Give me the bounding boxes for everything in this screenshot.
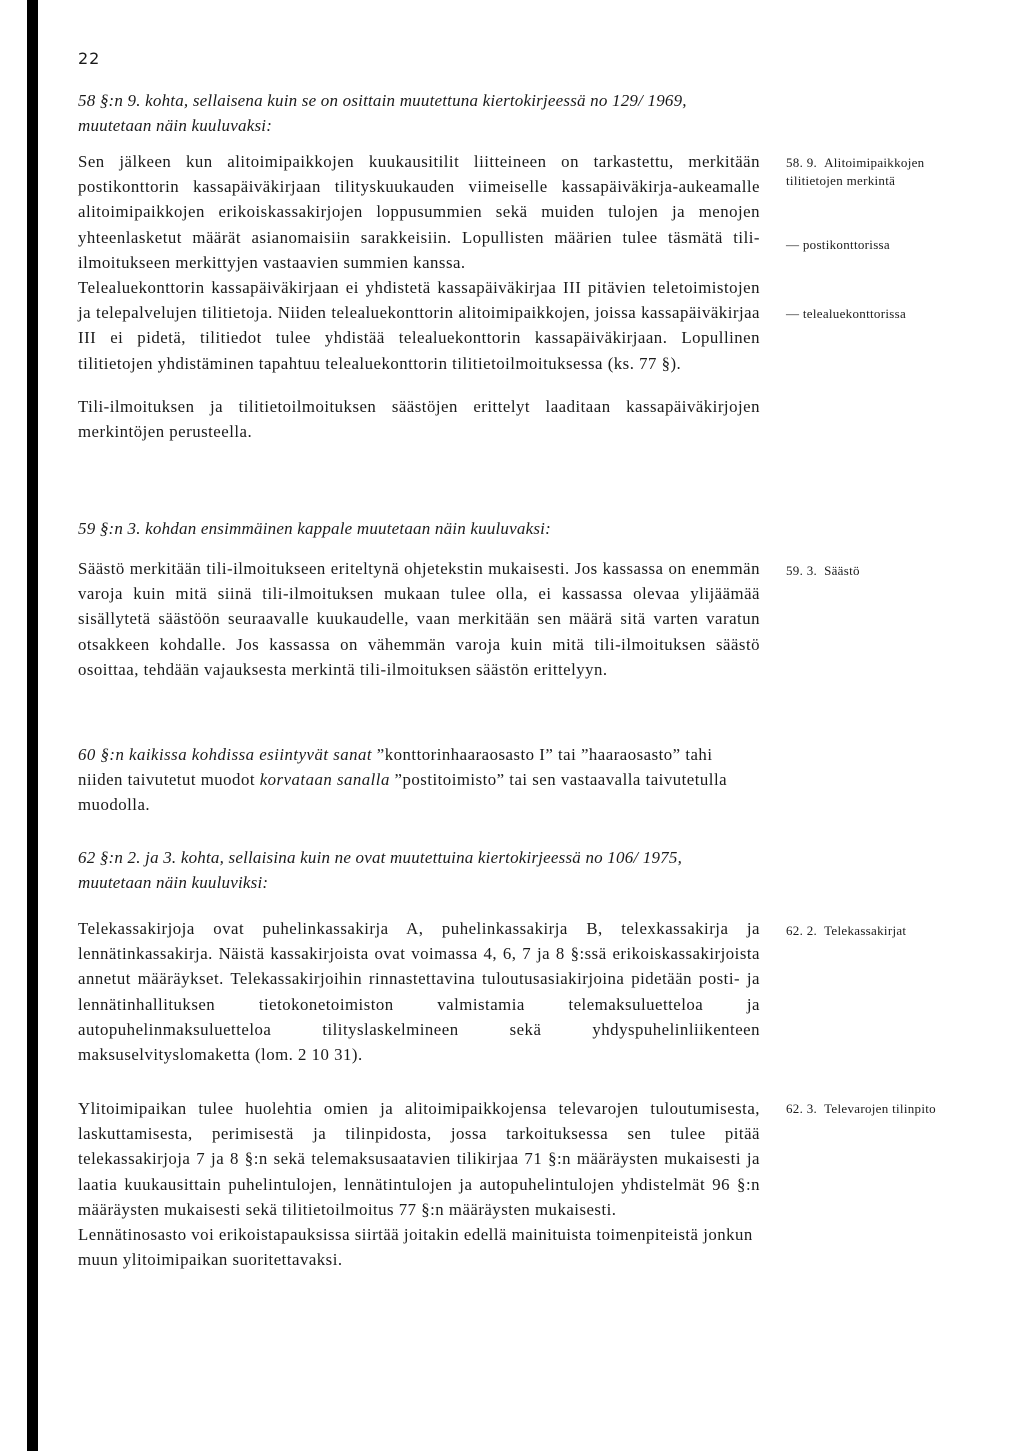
margin-number: 62. 3. (786, 1101, 818, 1116)
margin-title: Säästö (824, 563, 860, 578)
margin-title: Alitoimipaikkojen tilitietojen merkintä (786, 155, 925, 188)
section-62-heading-block (78, 845, 760, 895)
section-heading: 58 §:n 9. kohta, sellaisena kuin se on osittain muutettuna kiertokirjeessä no 129/ 1969, muutetaan näin kuuluvaksi: (78, 91, 687, 135)
section-62-body-2 (78, 1096, 760, 1272)
paragraph: Telekassakirjoja ovat puhelinkassakirja A, puhelinkassakirja B, telexkassakirja ja lennätinkassakirja. Näistä kassakirjoista ovat voimassa 4, 6, 7 ja 8 §:ssä erikoiskassakirjoista annetut määräykset. Telekassakirjoihin rinnastettavina tuloutusasiakirjoina pidetään posti- ja lennätinhallituksen tietokonetoimiston valmistamia telemaksuluetteloa ja autopuhelinmaksuluetteloa tilityslaskelmineen sekä yhdyspuhelinliikenteen maksuselvityslomaketta (lom. 2 10 31). (78, 919, 760, 1065)
margin-title: Telekassakirjat (824, 923, 907, 938)
section-59-heading-block (78, 516, 760, 541)
section-heading: 59 §:n 3. kohdan ensimmäinen kappale muutetaan näin kuuluvaksi: (78, 519, 551, 538)
section-58-body (78, 149, 760, 444)
section-59-body (78, 556, 760, 682)
margin-note-62-3 (786, 1100, 956, 1118)
margin-item-postikonttorissa: — postikonttorissa (786, 237, 890, 252)
margin-title: Televarojen tilinpito (824, 1101, 936, 1116)
paragraph: Sen jälkeen kun alitoimipaikkojen kuukausitilit liitteineen on tarkastettu, merkitään postikonttorin kassapäiväkirjaan tilityskuukauden viimeiselle kassapäiväkirja-aukeamalle alitoimipaikkojen erikoiskassakirjojen loppusummien sekä muiden tulojen ja menojen yhteenlasketut määrät asianomaisiin sarakkeisiin. Lopullisten määrien tulee täsmätä tili-ilmoitukseen merkittyjen vastaavien summien kanssa. (78, 152, 760, 272)
margin-item-telealuekonttorissa: — telealuekonttorissa (786, 306, 907, 321)
section-60-text (78, 742, 760, 818)
paragraph: Telealuekonttorin kassapäiväkirjaan ei yhdistetä kassapäiväkirjaa III pitävien teletoimistojen ja telepalvelujen tilitietoja. Niiden telealuekonttorin alitoimipaikkojen, joissa kassapäiväkirjaa III ei pidetä, tilitiedot tulee yhdistää telealuekonttorin kassapäiväkirjaan. Lopullinen tilitietojen yhdistäminen tapahtuu telealuekonttorin tilitietoilmoituksessa (ks. 77 §). (78, 278, 760, 373)
section-60-block (78, 742, 760, 818)
section-62-body-1 (78, 916, 760, 1067)
margin-note-58-9 (786, 154, 956, 190)
margin-note-62-2 (786, 922, 956, 940)
paragraph: Ylitoimipaikan tulee huolehtia omien ja alitoimipaikkojensa televarojen tuloutumisesta, laskuttamisesta, perimisestä ja tilinpidosta, jossa tarkoituksessa sen tulee pitää telekassakirjoja 7 ja 8 §:n sekä telemaksusaatavien tilikirjaa 71 §:n määräysten mukaisesti ja laatia kuukausittain puhelintulojen, lennätintulojen ja autopuhelintulojen yhdistelmät 96 §:n määräysten mukaisesti sekä tilitietoilmoitus 77 §:n määräysten mukaisesti. (78, 1099, 760, 1219)
binding-edge (27, 0, 38, 1451)
section-58-heading-block (78, 88, 760, 138)
paragraph: Lennätinosasto voi erikoistapauksissa siirtää joitakin edellä mainituista toimenpiteistä jonkun muun ylitoimipaikan suoritettavaksi. (78, 1225, 753, 1270)
margin-note-59-3 (786, 562, 956, 580)
heading-tail-text: ”postitoimisto” tai sen vastaavalla taivutetulla muodolla. (78, 770, 728, 815)
margin-number: 59. 3. (786, 563, 818, 578)
section-heading: 62 §:n 2. ja 3. kohta, sellaisina kuin ne ovat muutettuina kiertokirjeessä no 106/ 1975, muutetaan näin kuuluviksi: (78, 848, 683, 892)
section-heading: 60 §:n kaikissa kohdissa esiintyvät sanat (78, 745, 373, 764)
paragraph: Tili-ilmoituksen ja tilitietoilmoituksen säästöjen erittelyt laaditaan kassapäiväkirjojen merkintöjen perusteella. (78, 396, 760, 442)
paragraph: Säästö merkitään tili-ilmoitukseen eriteltynä ohjetekstin mukaisesti. Jos kassassa on enemmän varoja kuin mitä siinä tili-ilmoituksen mukaan tulee olla, ei kassassa olevaa ylijäämää sisällytetä säästöön seuraavalle kuukaudelle, vaan merkitään sen määrä sitä varten varatun otsakkeen kohdalle. Jos kassassa on vähemmän varoja kuin mitä tili-ilmoituksen säästö osoittaa, tehdään vajauksesta merkintä tili-ilmoituksen säästön erittelyyn. (78, 559, 760, 679)
margin-number: 62. 2. (786, 923, 818, 938)
margin-number: 58. 9. (786, 155, 818, 170)
page-number: 22 (78, 49, 101, 68)
heading-middle-text: ”konttorinhaaraosasto I” tai ”haaraosasto” tahi niiden taivutetut muodot (78, 745, 713, 790)
heading-emphasis: korvataan sanalla (259, 770, 390, 790)
